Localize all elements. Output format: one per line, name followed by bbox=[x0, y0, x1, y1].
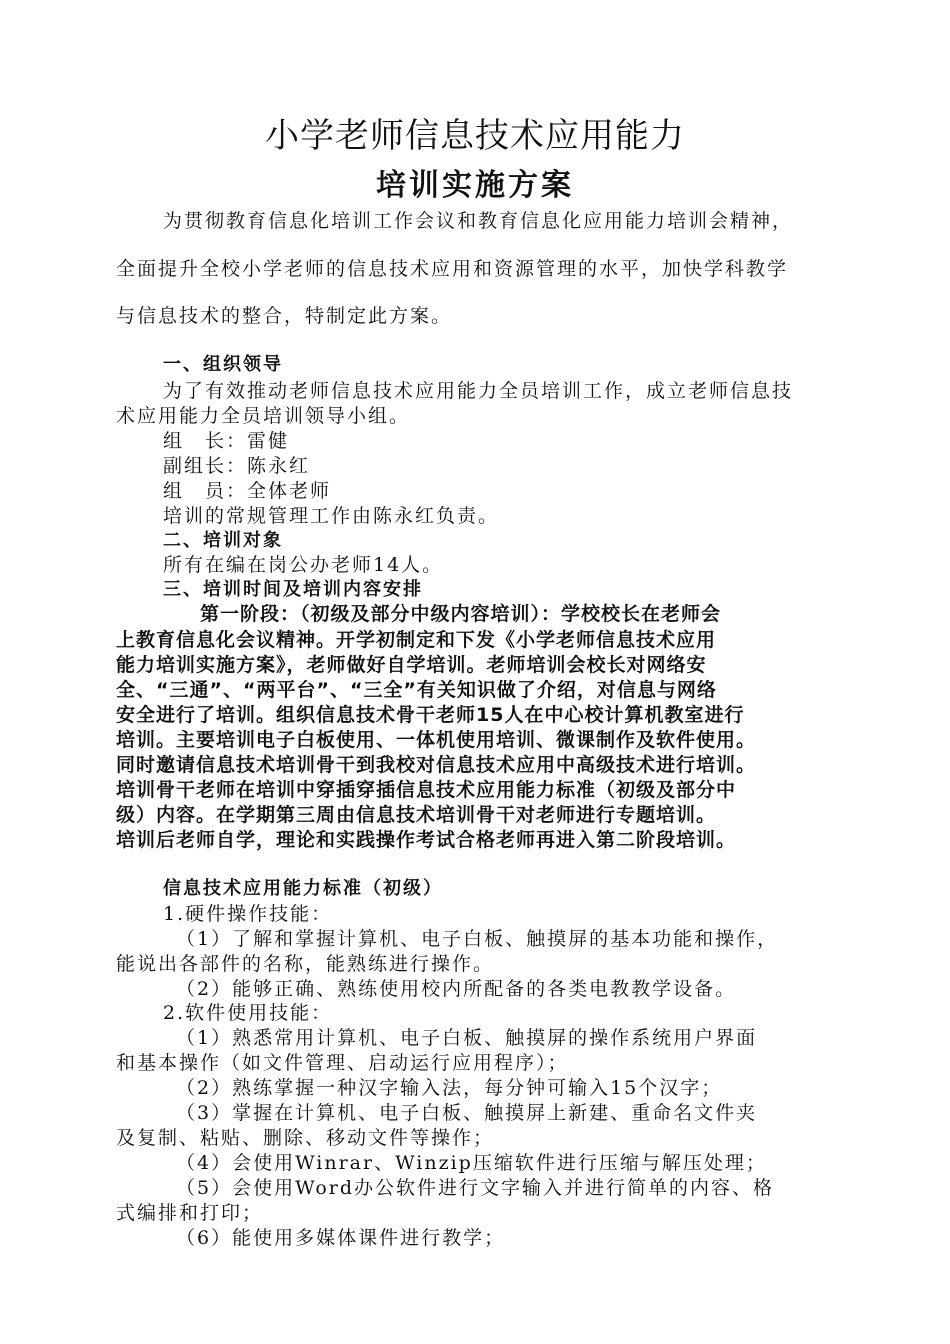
software-item-6: （6）能使用多媒体课件进行教学； bbox=[176, 1227, 506, 1249]
members-entry: 组 员：全体老师 bbox=[163, 480, 332, 502]
software-item-3-line-2: 及复制、粘贴、删除、移动文件等操作； bbox=[116, 1127, 495, 1149]
section-heading-organization: 一、组织领导 bbox=[163, 354, 283, 375]
section1-para-line-2: 术应用能力全员培训领导小组。 bbox=[116, 405, 411, 427]
software-item-1-line-1: （1）熟悉常用计算机、电子白板、触摸屏的操作系统用户界面 bbox=[176, 1027, 758, 1049]
hardware-item-1-line-2: 能说出各部件的名称，能熟练进行操作。 bbox=[116, 953, 495, 975]
intro-line-3: 与信息技术的整合，特制定此方案。 bbox=[116, 305, 453, 327]
stage1-line-3: 能力培训实施方案》，老师做好自学培训。老师培训会校长对网络安 bbox=[116, 654, 707, 676]
software-item-2: （2）熟练掌握一种汉字输入法，每分钟可输入15个汉字； bbox=[176, 1077, 723, 1099]
document-subtitle: 培训实施方案 bbox=[376, 168, 574, 203]
document-title: 小学老师信息技术应用能力 bbox=[265, 116, 685, 156]
leader-entry: 组 长：雷健 bbox=[163, 430, 290, 452]
section-heading-target: 二、培训对象 bbox=[163, 530, 283, 551]
software-item-4: （4）会使用Winrar、Winzip压缩软件进行压缩与解压处理； bbox=[176, 1152, 767, 1174]
intro-line-1: 为贯彻教育信息化培训工作会议和教育信息化应用能力培训会精神， bbox=[163, 210, 794, 232]
software-item-5-line-1: （5）会使用Word办公软件进行文字输入并进行简单的内容、格 bbox=[176, 1177, 775, 1199]
stage1-line-10: 培训后老师自学，理论和实践操作考试合格老师再进入第二阶段培训。 bbox=[116, 829, 737, 851]
standard-heading: 信息技术应用能力标准（初级） bbox=[163, 878, 443, 899]
section-heading-schedule: 三、培训时间及培训内容安排 bbox=[163, 579, 423, 600]
hardware-heading: 1.硬件操作技能： bbox=[163, 903, 333, 925]
deputy-leader-entry: 副组长：陈永红 bbox=[163, 455, 311, 477]
stage1-line-8: 培训骨干老师在培训中穿插穿插信息技术应用能力标准（初级及部分中 bbox=[116, 779, 737, 801]
stage1-line-7: 同时邀请信息技术培训骨干到我校对信息技术应用中高级技术进行培训。 bbox=[116, 754, 757, 776]
target-text: 所有在编在岗公办老师14人。 bbox=[163, 554, 444, 576]
software-item-3-line-1: （3）掌握在计算机、电子白板、触摸屏上新建、重命名文件夹 bbox=[176, 1102, 758, 1124]
software-item-5-line-2: 式编排和打印； bbox=[116, 1202, 264, 1224]
section1-para-line-1: 为了有效推动老师信息技术应用能力全员培训工作，成立老师信息技 bbox=[163, 380, 794, 402]
software-heading: 2.软件使用技能： bbox=[163, 1002, 333, 1024]
stage1-line-6: 培训。主要培训电子白板使用、一体机使用培训、微课制作及软件使用。 bbox=[116, 729, 757, 751]
hardware-item-1-line-1: （1）了解和掌握计算机、电子白板、触摸屏的基本功能和操作， bbox=[176, 928, 779, 950]
hardware-item-2: （2）能够正确、熟练使用校内所配备的各类电教教学设备。 bbox=[176, 978, 737, 1000]
stage1-line-5: 安全进行了培训。组织信息技术骨干老师15人在中心校计算机教室进行 bbox=[116, 704, 745, 726]
stage1-line-4: 全、“三通”、“两平台”、“三全”有关知识做了介绍，对信息与网络 bbox=[116, 679, 717, 701]
intro-line-2: 全面提升全校小学老师的信息技术应用和资源管理的水平，加快学科教学 bbox=[116, 258, 789, 280]
stage1-line-1: 第一阶段：（初级及部分中级内容培训）：学校校长在老师会 bbox=[200, 603, 722, 625]
stage1-line-2: 上教育信息化会议精神。开学初制定和下发《小学老师信息技术应用 bbox=[116, 629, 717, 651]
software-item-1-line-2: 和基本操作（如文件管理、启动运行应用程序）； bbox=[116, 1052, 569, 1074]
management-note: 培训的常规管理工作由陈永红负责。 bbox=[163, 505, 500, 527]
stage1-line-9: 级）内容。在学期第三周由信息技术培训骨干对老师进行专题培训。 bbox=[116, 804, 717, 826]
